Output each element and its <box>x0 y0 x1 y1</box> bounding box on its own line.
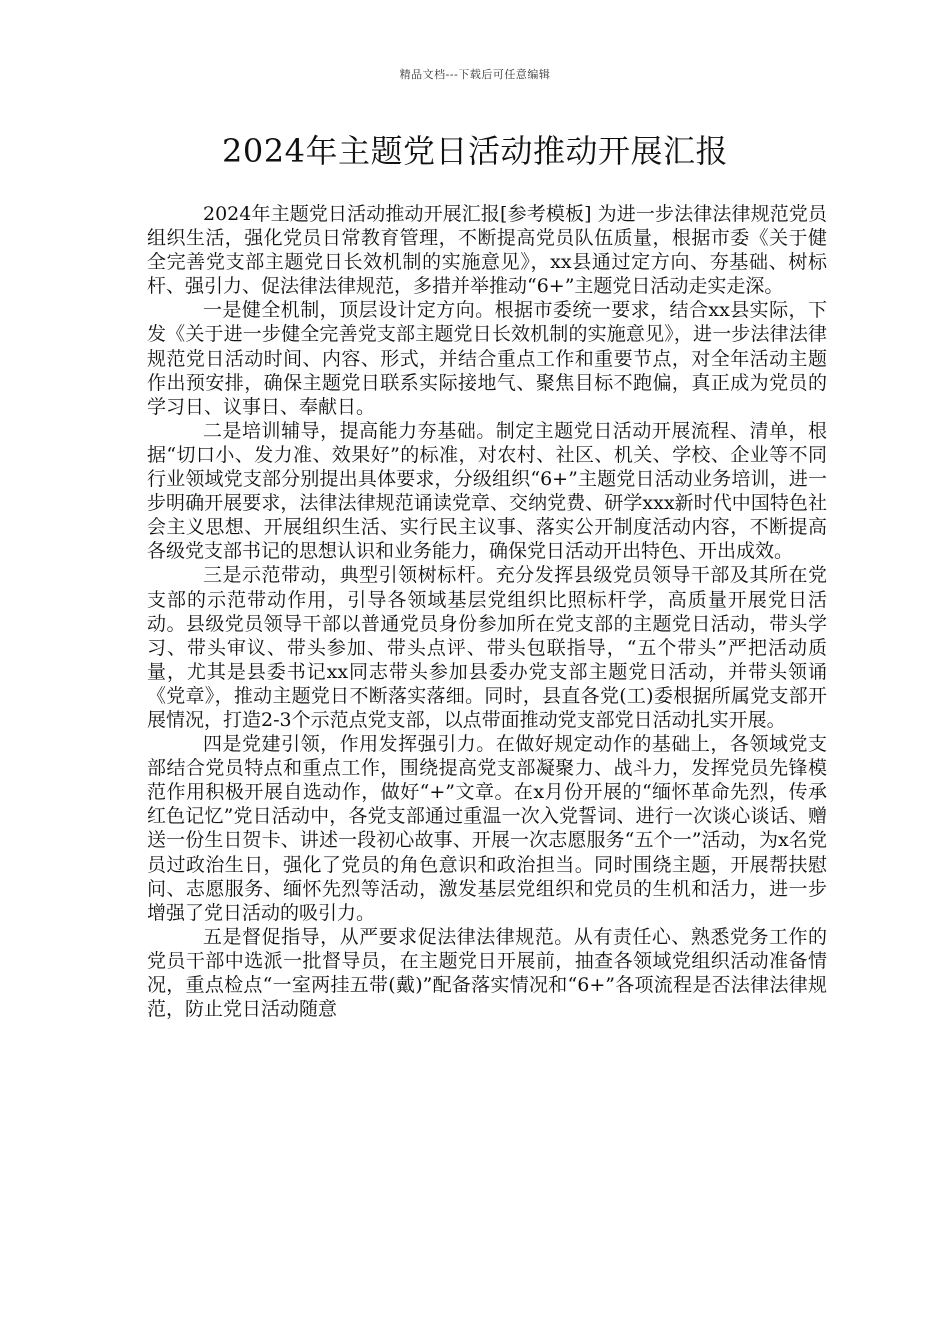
paragraph-1: 一是健全机制，顶层设计定方向。根据市委统一要求，结合xx县实际，下发《关于进一步健全完善党支部主题党日长效机制的实施意见》，进一步法律法律规范党日活动时间、内容、形式，并结合重点工作和重要节点，对全年活动主题作出预安排，确保主题党日联系实际接地气、聚焦目标不跑偏，真正成为党员的学习日、议事日、奉献日。 <box>147 299 827 418</box>
document-body <box>147 202 827 1021</box>
header-note: 精品文档---下载后可任意编辑 <box>399 68 551 81</box>
paragraph-2: 二是培训辅导，提高能力夯基础。制定主题党日活动开展流程、清单，根据“切口小、发力准、效果好”的标准，对农村、社区、机关、学校、企业等不同行业领域党支部分别提出具体要求，分级组织“6+”主题党日活动业务培训，进一步明确开展要求，法律法律规范诵读党章、交纳党费、研学xxx新时代中国特色社会主义思想、开展组织生活、实行民主议事、落实公开制度活动内容，不断提高各级党支部书记的思想认识和业务能力，确保党日活动开出特色、开出成效。 <box>147 419 827 563</box>
paragraph-3: 三是示范带动，典型引领树标杆。充分发挥县级党员领导干部及其所在党支部的示范带动作用，引导各领域基层党组织比照标杆学，高质量开展党日活动。县级党员领导干部以普通党员身份参加所在党支部的主题党日活动，带头学习、带头审议、带头参加、带头点评、带头包联指导，“五个带头”严把活动质量，尤其是县委书记xx同志带头参加县委办党支部主题党日活动，并带头领诵《党章》，推动主题党日不断落实落细。同时，县直各党(工)委根据所属党支部开展情况，打造2-3个示范点党支部，以点带面推动党支部党日活动扎实开展。 <box>147 564 827 731</box>
paragraph-5: 五是督促指导，从严要求促法律法律规范。从有责任心、熟悉党务工作的党员干部中选派一批督导员，在主题党日开展前，抽查各领域党组织活动准备情况，重点检点“一室两挂五带(戴)”配备落实情况和“6+”各项流程是否法律法律规范，防止党日活动随意 <box>147 925 827 1021</box>
paragraph-intro: 2024年主题党日活动推动开展汇报[参考模板] 为进一步法律法律规范党员组织生活，强化党员日常教育管理，不断提高党员队伍质量，根据市委《关于健全完善党支部主题党日长效机制的实施意见》，xx县通过定方向、夯基础、树标杆、强引力、促法律法律规范，多措并举推动“6+”主题党日活动走实走深。 <box>147 203 827 298</box>
paragraph-4: 四是党建引领，作用发挥强引力。在做好规定动作的基础上，各领域党支部结合党员特点和重点工作，围绕提高党支部凝聚力、战斗力，发挥党员先锋模范作用积极开展自选动作，做好“+”文章。在x月份开展的“缅怀革命先烈，传承红色记忆”党日活动中，各党支部通过重温一次入党誓词、进行一次谈心谈话、赠送一份生日贺卡、讲述一段初心故事、开展一次志愿服务“五个一”活动，为x名党员过政治生日，强化了党员的角色意识和政治担当。同时围绕主题，开展帮扶慰问、志愿服务、缅怀先烈等活动，激发基层党组织和党员的生机和活力，进一步增强了党日活动的吸引力。 <box>147 733 827 924</box>
document-title: 2024年主题党日活动推动开展汇报 <box>222 132 728 170</box>
